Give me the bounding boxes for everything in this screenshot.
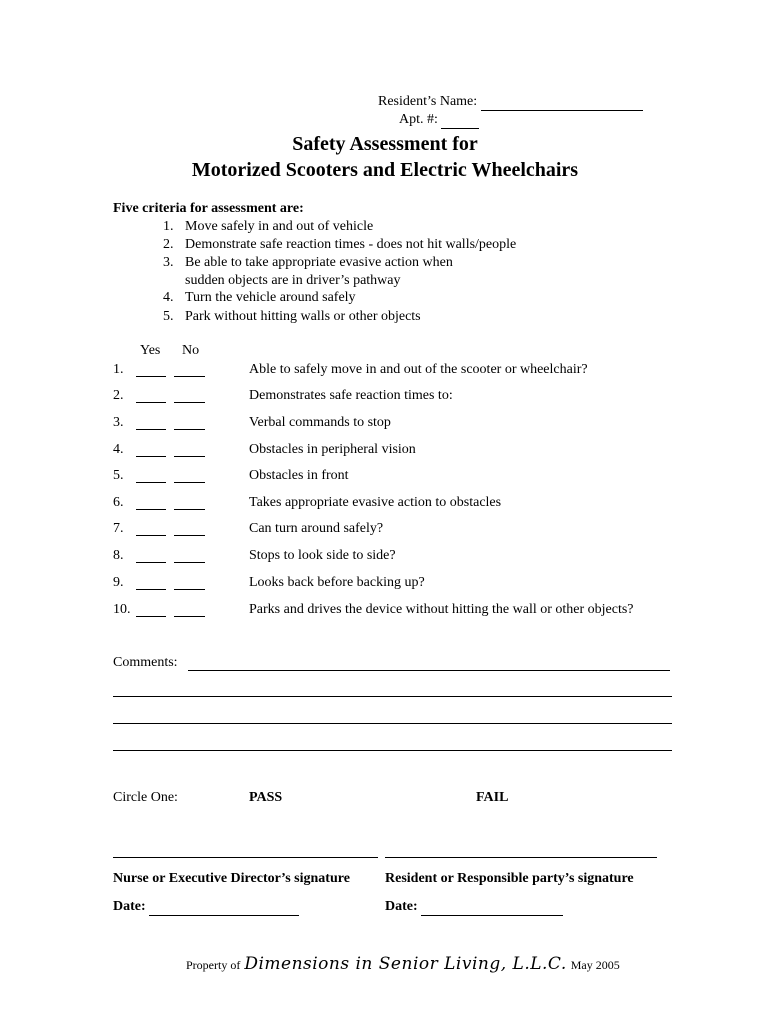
row-number: 3. — [113, 415, 124, 430]
checklist-row — [113, 521, 713, 541]
no-blank[interactable] — [174, 589, 205, 590]
resident-date-line[interactable] — [421, 899, 563, 916]
row-number: 4. — [113, 442, 124, 457]
no-blank[interactable] — [174, 376, 205, 377]
criteria-item — [163, 219, 373, 235]
resident-signature-line[interactable] — [385, 857, 657, 858]
row-number: 7. — [113, 521, 124, 536]
apt-label: Apt. #: — [399, 112, 438, 127]
no-blank[interactable] — [174, 509, 205, 510]
row-number: 10. — [113, 602, 131, 617]
criteria-item — [163, 309, 421, 325]
checklist-row — [113, 442, 713, 462]
no-blank[interactable] — [174, 456, 205, 457]
yes-blank[interactable] — [136, 376, 166, 377]
nurse-date-line[interactable] — [149, 899, 299, 916]
row-question: Can turn around safely? — [249, 521, 384, 536]
checklist-row — [113, 388, 713, 408]
no-blank[interactable] — [174, 429, 205, 430]
checklist-row — [113, 468, 713, 488]
date-label: Date: — [113, 899, 146, 914]
comments-line[interactable] — [113, 696, 672, 697]
no-blank[interactable] — [174, 535, 205, 536]
no-blank[interactable] — [174, 482, 205, 483]
criteria-text: Be able to take appropriate evasive action when — [185, 255, 453, 270]
checklist-row — [113, 548, 713, 568]
yes-blank[interactable] — [136, 562, 166, 563]
footer-date: May 2005 — [570, 958, 620, 972]
no-blank[interactable] — [174, 616, 205, 617]
circle-one-label: Circle One: — [113, 790, 178, 805]
criteria-num: 3. — [163, 255, 174, 270]
title-line-1: Safety Assessment for — [292, 133, 478, 155]
nurse-date-field — [113, 899, 299, 916]
no-blank[interactable] — [174, 402, 205, 403]
row-question: Stops to look side to side? — [249, 548, 396, 563]
checklist-row — [113, 495, 713, 515]
row-number: 9. — [113, 575, 124, 590]
criteria-text: sudden objects are in driver’s pathway — [185, 273, 401, 288]
checklist-row — [113, 575, 713, 595]
nurse-signature-label: Nurse or Executive Director’s signature — [113, 871, 350, 886]
yes-blank[interactable] — [136, 509, 166, 510]
row-question: Able to safely move in and out of the scooter or wheelchair? — [249, 362, 588, 377]
row-question: Looks back before backing up? — [249, 575, 425, 590]
yes-column-label: Yes — [140, 343, 161, 358]
yes-blank[interactable] — [136, 482, 166, 483]
fail-option[interactable]: FAIL — [476, 790, 509, 805]
criteria-text: Turn the vehicle around safely — [185, 290, 356, 305]
comments-line[interactable] — [113, 723, 672, 724]
criteria-num: 4. — [163, 290, 174, 305]
checklist-row — [113, 415, 713, 435]
resident-date-field — [385, 899, 563, 916]
criteria-text: Demonstrate safe reaction times - does not hit walls/people — [185, 237, 517, 252]
date-label: Date: — [385, 899, 418, 914]
criteria-num: 5. — [163, 309, 174, 324]
resident-name-field — [378, 94, 643, 111]
pass-option[interactable]: PASS — [249, 790, 283, 805]
resident-name-line[interactable] — [481, 94, 643, 111]
criteria-num: 2. — [163, 237, 174, 252]
row-number: 5. — [113, 468, 124, 483]
criteria-text: Move safely in and out of vehicle — [185, 219, 374, 234]
apt-field — [399, 112, 479, 129]
criteria-heading: Five criteria for assessment are: — [113, 201, 304, 216]
criteria-text: Park without hitting walls or other objects — [185, 309, 421, 324]
yes-blank[interactable] — [136, 402, 166, 403]
yes-blank[interactable] — [136, 616, 166, 617]
comments-label: Comments: — [113, 655, 178, 670]
resident-signature-label: Resident or Responsible party’s signature — [385, 871, 634, 886]
nurse-signature-line[interactable] — [113, 857, 378, 858]
criteria-item — [163, 255, 453, 271]
checklist-row — [113, 602, 713, 622]
resident-name-label: Resident’s Name: — [378, 94, 478, 109]
title-line-2: Motorized Scooters and Electric Wheelchairs — [191, 159, 579, 181]
row-question: Obstacles in peripheral vision — [249, 442, 416, 457]
criteria-item-continued — [163, 273, 401, 289]
row-question: Obstacles in front — [249, 468, 349, 483]
apt-line[interactable] — [441, 112, 479, 129]
criteria-item — [163, 237, 516, 253]
criteria-num: 1. — [163, 219, 174, 234]
checklist-row — [113, 362, 713, 382]
row-question: Parks and drives the device without hitting the wall or other objects? — [249, 602, 634, 617]
yes-blank[interactable] — [136, 589, 166, 590]
no-blank[interactable] — [174, 562, 205, 563]
row-question: Takes appropriate evasive action to obstacles — [249, 495, 502, 510]
footer — [186, 954, 620, 974]
row-question: Verbal commands to stop — [249, 415, 391, 430]
yes-blank[interactable] — [136, 535, 166, 536]
comments-line[interactable] — [113, 750, 672, 751]
row-number: 8. — [113, 548, 124, 563]
row-question: Demonstrates safe reaction times to: — [249, 388, 453, 403]
no-column-label: No — [182, 343, 200, 358]
comments-line[interactable] — [188, 670, 670, 671]
row-number: 1. — [113, 362, 124, 377]
footer-property-of: Property of — [186, 958, 241, 972]
yes-blank[interactable] — [136, 456, 166, 457]
row-number: 2. — [113, 388, 124, 403]
criteria-item — [163, 290, 356, 306]
row-number: 6. — [113, 495, 124, 510]
yes-blank[interactable] — [136, 429, 166, 430]
footer-company-name: Dimensions in Senior Living, L.L.C. — [244, 954, 567, 974]
